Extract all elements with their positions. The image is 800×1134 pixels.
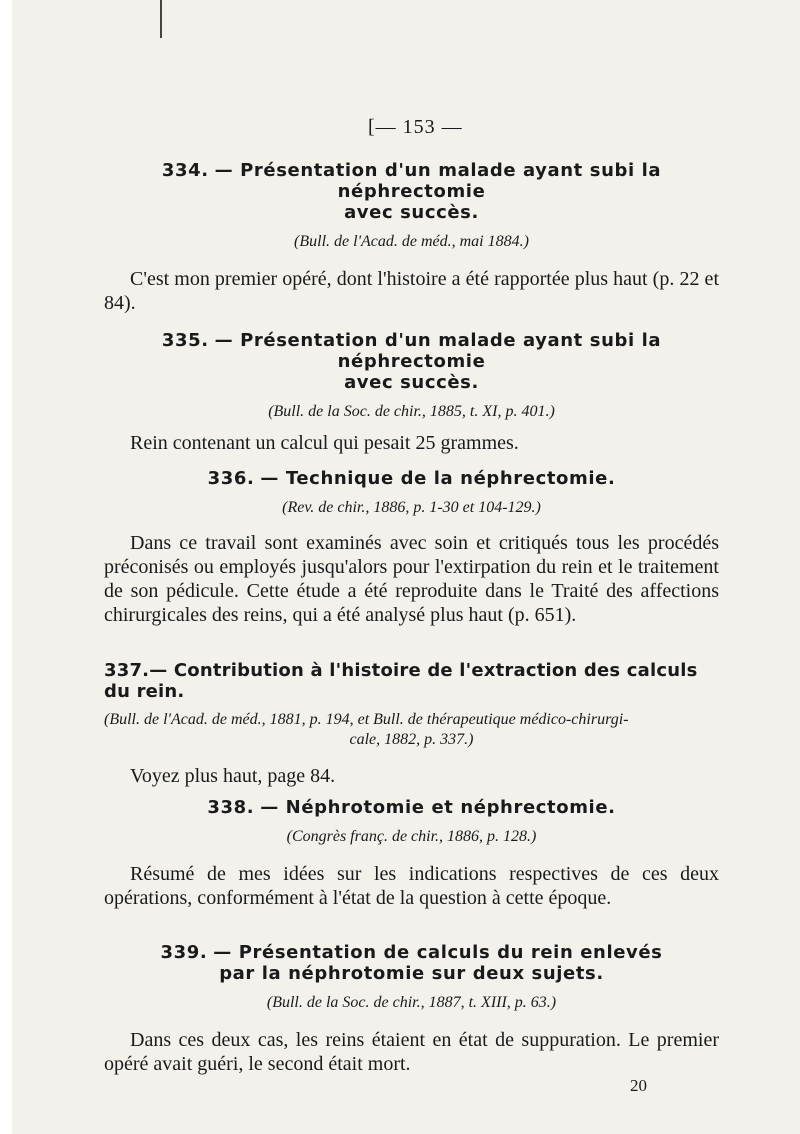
entry-body: C'est mon premier opéré, dont l'histoire a été rapportée plus haut (p. 22 et 84). xyxy=(104,268,719,314)
entry-337 xyxy=(104,660,719,788)
entry-title: 338. — Néphrotomie et néphrectomie. xyxy=(207,797,616,818)
margin-mark xyxy=(160,0,162,38)
entry-reference: (Bull. de l'Acad. de méd., 1881, p. 194, et Bull. de thérapeutique médico-chirurgi- cale, 1882, p. 337.) xyxy=(104,711,629,748)
entry-335 xyxy=(104,330,719,455)
entry-title: 339. — Présentation de calculs du rein enlevés par la néphrotomie sur deux sujets. xyxy=(160,942,663,984)
entry-title: 335. — Présentation d'un malade ayant subi la néphrectomie avec succès. xyxy=(161,330,662,393)
entry-reference: (Bull. de la Soc. de chir., 1887, t. XIII, p. 63.) xyxy=(266,994,557,1011)
signature-mark: 20 xyxy=(630,1076,647,1095)
entry-body: Dans ce travail sont examinés avec soin et critiqués tous les procédés préconisés ou employés jusqu'alors pour l'extirpation du rein et le traitement de son pédicule. Cette étude a été reproduite dans le Traité des affections chirurgicales des reins, qui a été analysé plus haut (p. 651). xyxy=(104,532,719,626)
page-number: [— 153 — xyxy=(368,116,463,138)
entry-reference: (Rev. de chir., 1886, p. 1-30 et 104-129.) xyxy=(282,499,541,516)
entry-reference: (Bull. de l'Acad. de méd., mai 1884.) xyxy=(294,233,529,250)
entry-title: 337.— Contribution à l'histoire de l'extraction des calculs du rein. xyxy=(104,660,698,702)
entry-body: Rein contenant un calcul qui pesait 25 grammes. xyxy=(130,432,519,454)
entry-reference: (Congrès franç. de chir., 1886, p. 128.) xyxy=(286,828,537,845)
entry-336 xyxy=(104,468,719,627)
entry-body: Dans ces deux cas, les reins étaient en état de suppuration. Le premier opéré avait guéri, le second était mort. xyxy=(104,1029,719,1075)
entry-334 xyxy=(104,160,719,315)
entry-reference: (Bull. de la Soc. de chir., 1885, t. XI, p. 401.) xyxy=(268,403,555,420)
entry-body: Voyez plus haut, page 84. xyxy=(130,765,336,787)
entry-title: 334. — Présentation d'un malade ayant subi la néphrectomie avec succès. xyxy=(161,160,662,223)
entry-338 xyxy=(104,797,719,910)
page-edge xyxy=(0,0,12,1134)
entry-body: Résumé de mes idées sur les indications respectives de ces deux opérations, conformément à l'état de la question à cette époque. xyxy=(104,863,719,909)
entry-title: 336. — Technique de la néphrectomie. xyxy=(207,468,616,489)
entry-339 xyxy=(104,942,719,1076)
